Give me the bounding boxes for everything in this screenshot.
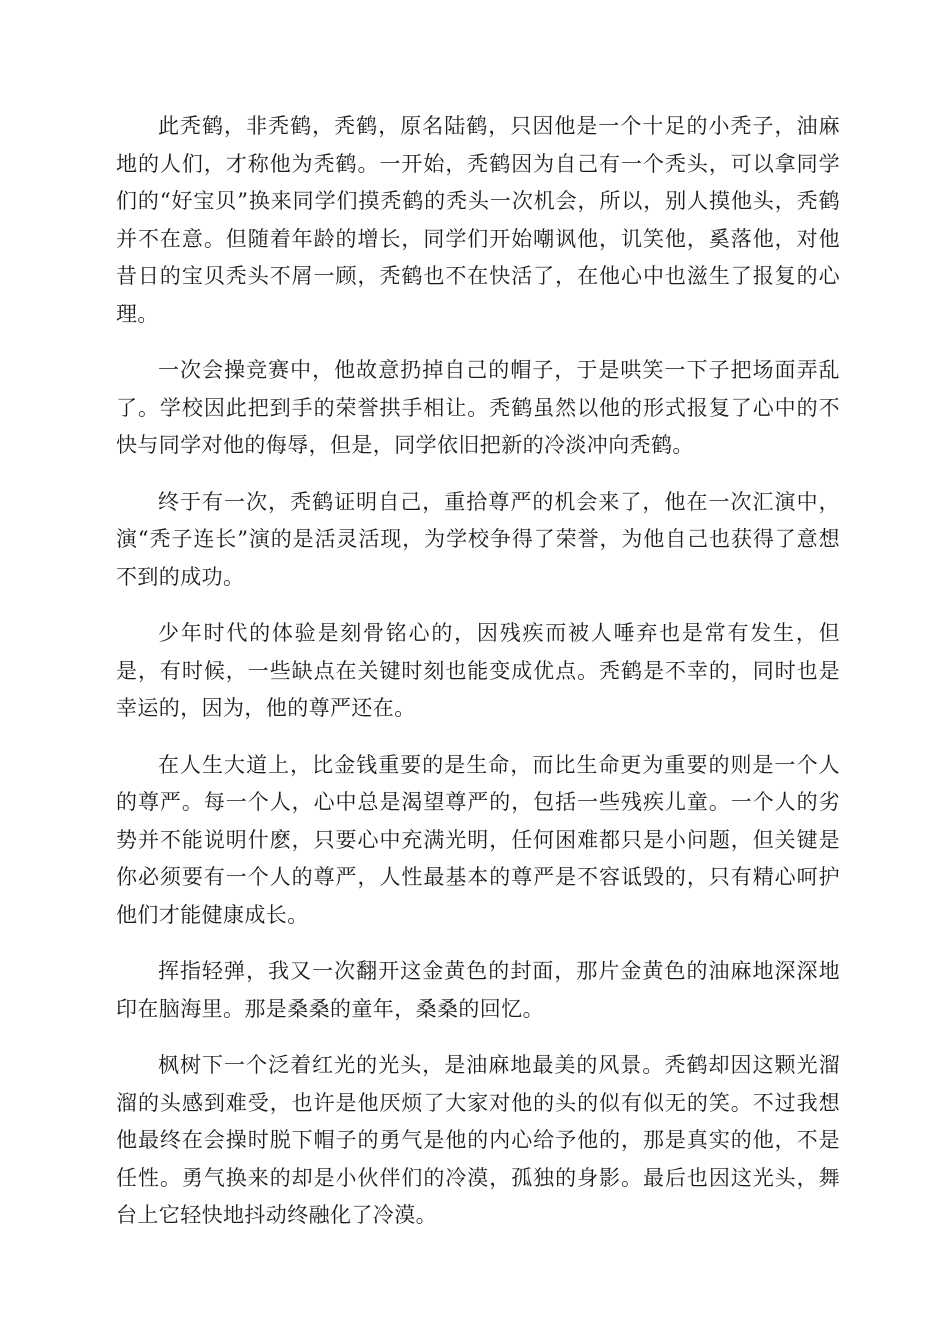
paragraph-3: 终于有一次，秃鹤证明自己，重拾尊严的机会来了，他在一次汇演中，演“秃子连长”演的是活灵活现，为学校争得了荣誉，为他自己也获得了意想不到的成功。 — [116, 489, 840, 589]
paragraph-6: 挥指轻弹，我又一次翻开这金黄色的封面，那片金黄色的油麻地深深地印在脑海里。那是桑桑的童年，桑桑的回忆。 — [116, 959, 840, 1021]
paragraph-2: 一次会操竞赛中，他故意扔掉自己的帽子，于是哄笑一下子把场面弄乱了。学校因此把到手的荣誉拱手相让。秃鹤虽然以他的形式报复了心中的不快与同学对他的侮辱，但是，同学依旧把新的冷淡冲向秃鹤。 — [116, 358, 840, 457]
paragraph-7: 枫树下一个泛着红光的光头，是油麻地最美的风景。秃鹤却因这颗光溜溜的头感到难受，也许是他厌烦了大家对他的头的似有似无的笑。不过我想他最终在会操时脱下帽子的勇气是他的内心给予他的，那是真实的他，不是任性。勇气换来的却是小伙伴们的冷漠，孤独的身影。最后也因这光头，舞台上它轻快地抖动终融化了冷漠。 — [116, 1053, 840, 1227]
paragraph-5: 在人生大道上，比金钱重要的是生命，而比生命更为重要的则是一个人的尊严。每一个人，心中总是渴望尊严的，包括一些残疾儿童。一个人的劣势并不能说明什麽，只要心中充满光明，任何困难都只是小问题，但关键是你必须要有一个人的尊严，人性最基本的尊严是不容诋毁的，只有精心呵护他们才能健康成长。 — [116, 752, 840, 927]
paragraph-1: 此秃鹤，非秃鹤，秃鹤，原名陆鹤，只因他是一个十足的小秃子，油麻地的人们，才称他为秃鹤。一开始，秃鹤因为自己有一个秃头，可以拿同学们的“好宝贝”换来同学们摸秃鹤的秃头一次机会，所以，别人摸他头，秃鹤并不在意。但随着年龄的增长，同学们开始嘲讽他，讥笑他，奚落他，对他昔日的宝贝秃头不屑一顾，秃鹤也不在快活了，在他心中也滋生了报复的心理。 — [116, 114, 840, 326]
paragraph-4: 少年时代的体验是刻骨铭心的，因残疾而被人唾弃也是常有发生，但是，有时候，一些缺点在关键时刻也能变成优点。秃鹤是不幸的，同时也是幸运的，因为，他的尊严还在。 — [116, 621, 840, 720]
